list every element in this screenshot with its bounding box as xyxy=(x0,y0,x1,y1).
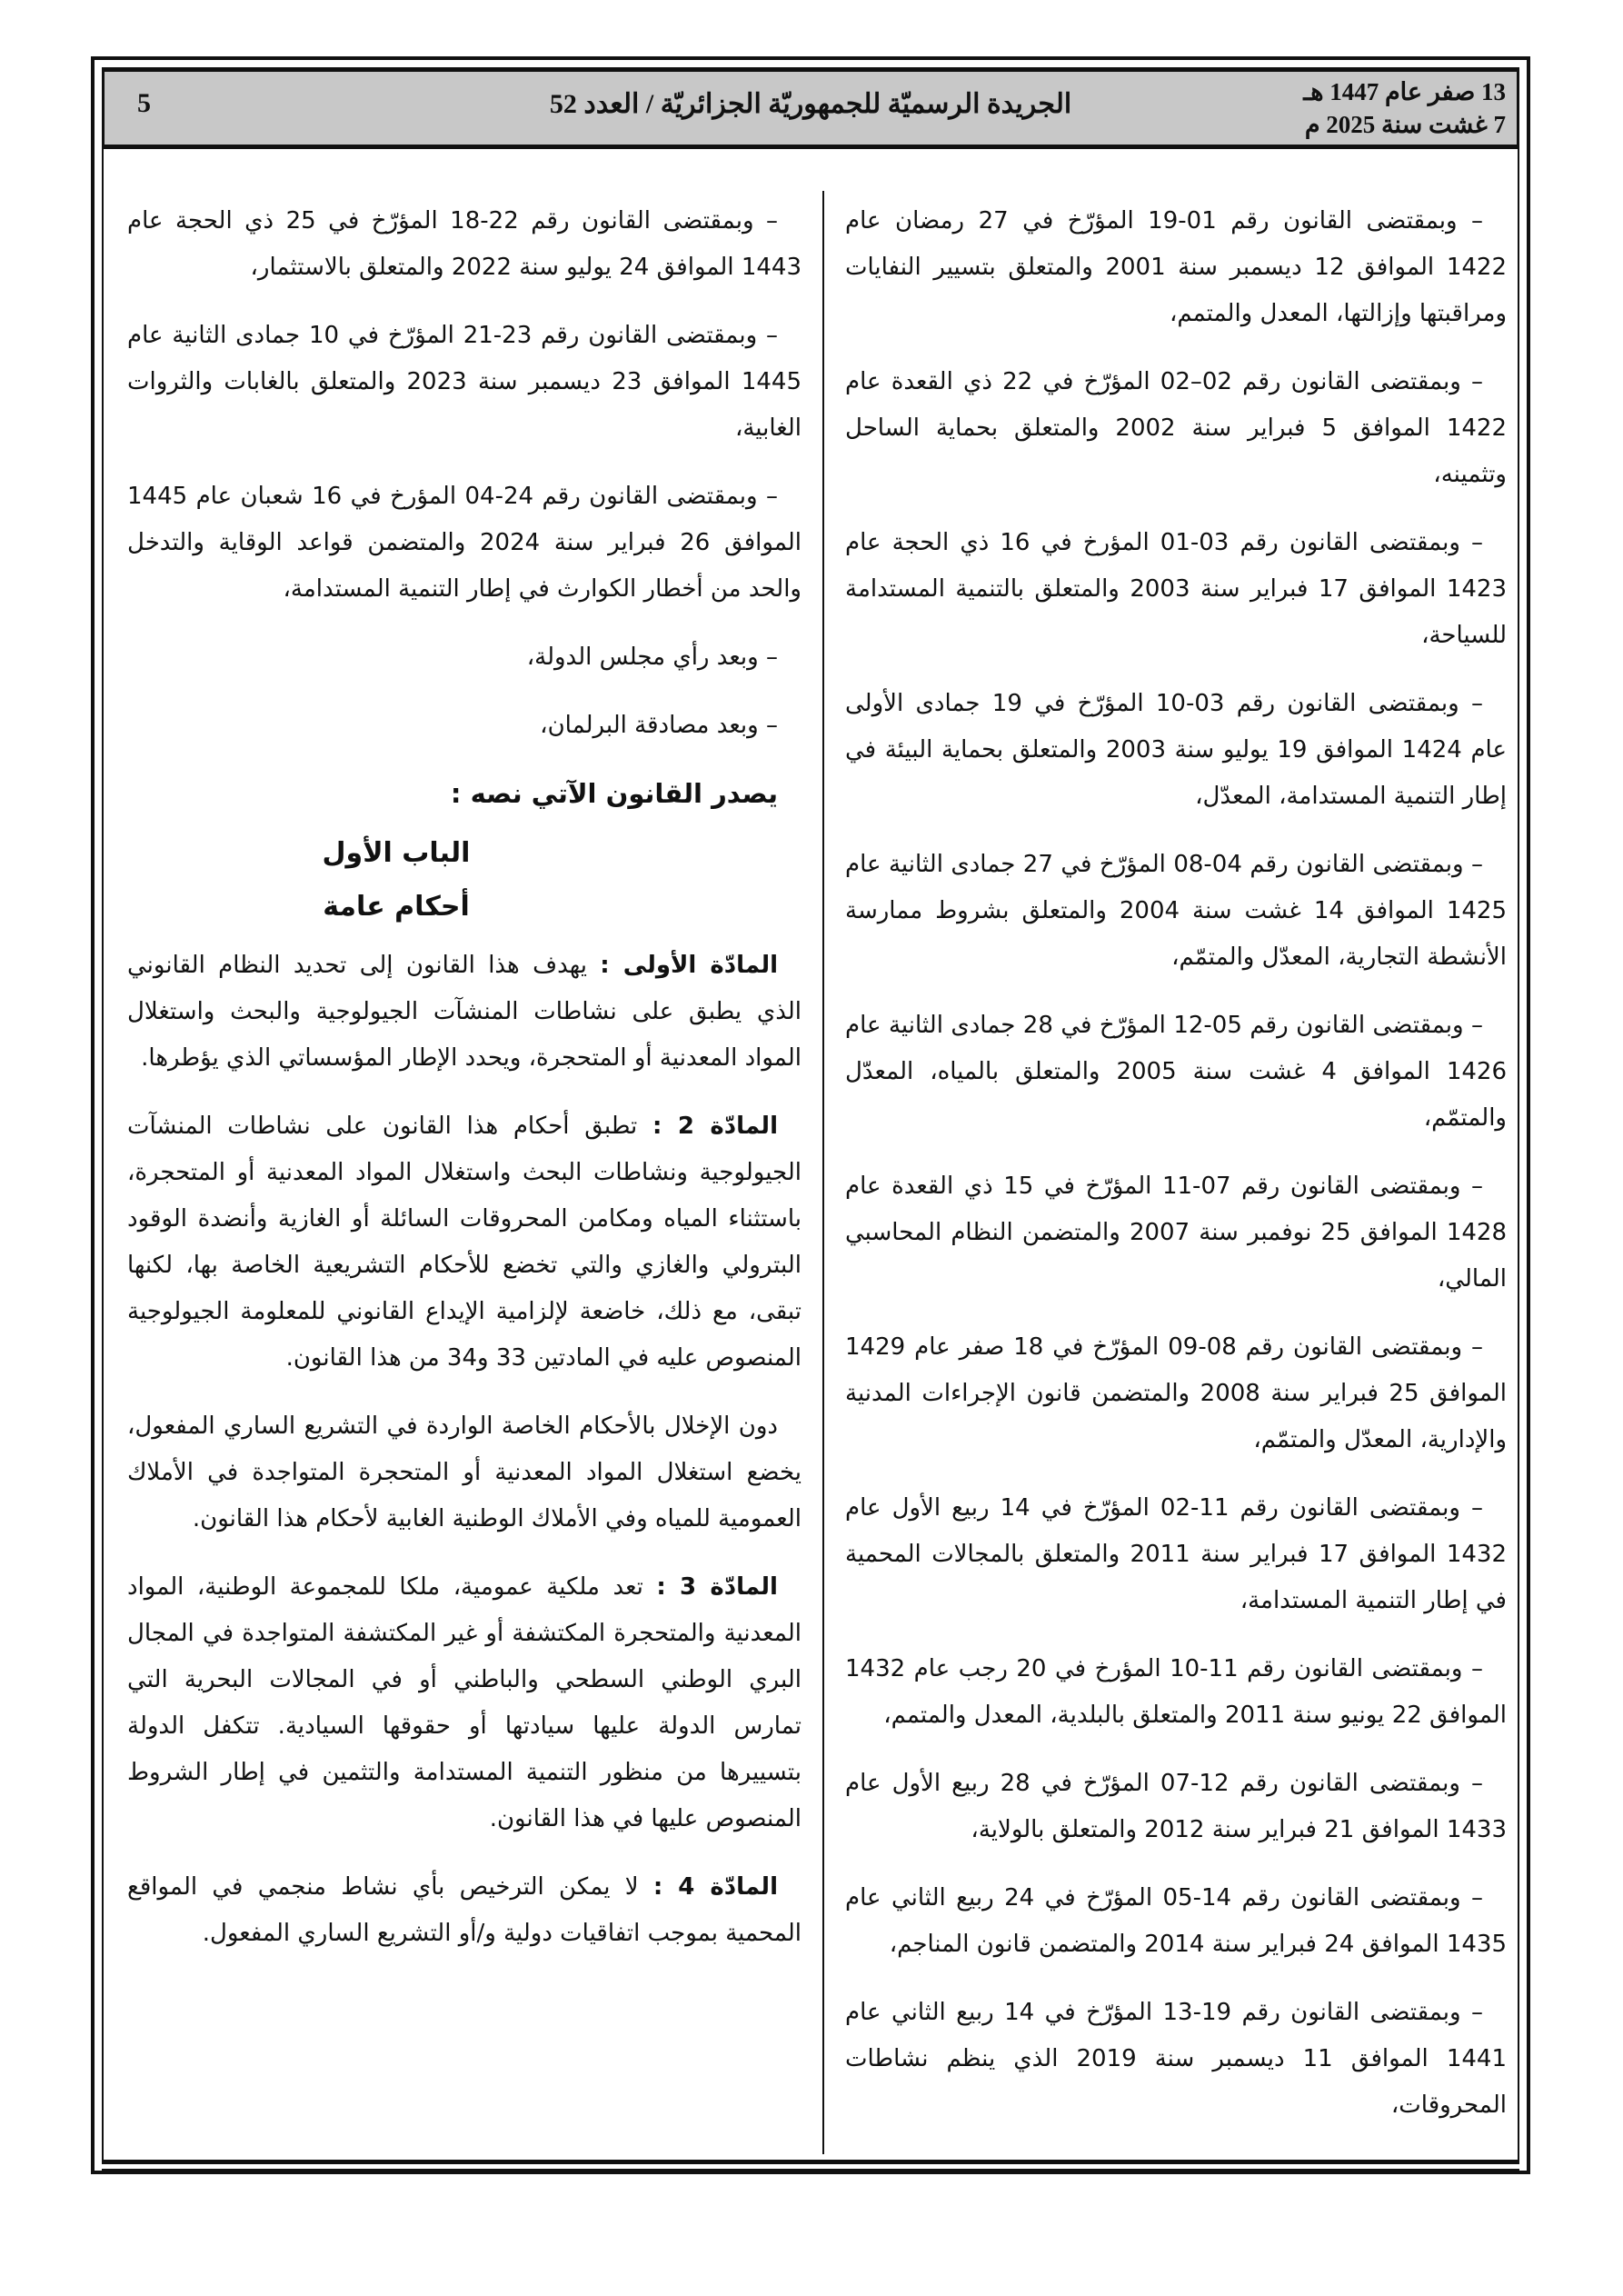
recital-paragraph: – وبمقتضى القانون رقم 04-08 المؤرّخ في 27 جمادى الثانية عام 1425 الموافق 14 غشت سنة 2004 والمتعلق بشروط ممارسة الأنشطة التجارية، المعدّل والمتمّم، xyxy=(845,851,1507,971)
gregorian-date: 7 غشت سنة 2025 م xyxy=(1304,111,1506,138)
article-1 xyxy=(127,943,802,1082)
gazette-title: الجريدة الرسميّة للجمهوريّة الجزائريّة / العدد 52 xyxy=(549,89,1072,119)
article-label: المادّة الأولى : xyxy=(600,952,778,979)
article-2-paragraph xyxy=(127,1403,802,1542)
recital-paragraph: – وبمقتضى القانون رقم 23-21 المؤرّخ في 10 جمادى الثانية عام 1445 الموافق 23 ديسمبر سنة 2023 والمتعلق بالغابات والثروات الغابية، xyxy=(127,322,802,442)
recital-paragraph: – وبمقتضى القانون رقم 14-05 المؤرّخ في 24 ربيع الثاني عام 1435 الموافق 24 فبراير سنة 2014 والمتضمن قانون المناجم، xyxy=(845,1884,1507,1958)
recital-paragraph: – وبمقتضى القانون رقم 22-18 المؤرّخ في 25 ذي الحجة عام 1443 الموافق 24 يوليو سنة 2022 والمتعلق بالاستثمار، xyxy=(127,207,802,281)
right-column xyxy=(845,198,1507,2151)
article-text: يهدف هذا القانون إلى تحديد النظام القانوني الذي يطبق على نشاطات المنشآت الجيولوجية والبحث واستغلال المواد المعدنية أو المتحجرة، ويحدد الإطار المؤسساتي الذي يؤطرها. xyxy=(127,952,802,1072)
page-number: 5 xyxy=(137,88,151,118)
article-label: المادّة 3 : xyxy=(656,1573,778,1601)
article-text: دون الإخلال بالأحكام الخاصة الواردة في التشريع الساري المفعول، يخضع استغلال المواد المعدنية أو المتحجرة المتواجدة في الأملاك العمومية للمياه وفي الأملاك الوطنية الغابية لأحكام هذا القانون. xyxy=(127,1413,802,1532)
recital-paragraph: – وبمقتضى القانون رقم 03-01 المؤرخ في 16 ذي الحجة عام 1423 الموافق 17 فبراير سنة 2003 والمتعلق بالتنمية المستدامة للسياحة، xyxy=(845,529,1507,649)
recital-paragraph: – وبمقتضى القانون رقم 08-09 المؤرّخ في 18 صفر عام 1429 الموافق 25 فبراير سنة 2008 والمتضمن قانون الإجراءات المدنية والإدارية، المعدّل والمتمّم، xyxy=(845,1333,1507,1453)
bottom-rule xyxy=(102,2169,1519,2173)
article-3 xyxy=(127,1564,802,1842)
recital-paragraph: – وبمقتضى القانون رقم 05-12 المؤرّخ في 28 جمادى الثانية عام 1426 الموافق 4 غشت سنة 2005 والمتعلق بالمياه، المعدّل والمتمّم، xyxy=(845,1012,1507,1132)
gazette-header xyxy=(102,69,1519,149)
column-separator xyxy=(822,191,824,2154)
article-4 xyxy=(127,1864,802,1957)
recital-paragraph: – وبمقتضى القانون رقم 12-07 المؤرّخ في 28 ربيع الأول عام 1433 الموافق 21 فبراير سنة 2012 والمتعلق بالولاية، xyxy=(845,1770,1507,1843)
left-column xyxy=(127,198,802,1979)
recital-paragraph: – وبمقتضى القانون رقم 03-10 المؤرّخ في 19 جمادى الأولى عام 1424 الموافق 19 يوليو سنة 2003 والمتعلق بحماية البيئة في إطار التنمية المستدامة، المعدّل، xyxy=(845,690,1507,810)
article-text: تعد ملكية عمومية، ملكا للمجموعة الوطنية، المواد المعدنية والمتحجرة المكتشفة أو غير المكتشفة المتواجدة في المجال البري الوطني السطحي والباطني أو في المجالات البحرية التي تمارس الدولة عليها سيادتها أو حقوقها السيادية. تتكفل الدولة بتسييرها من منظور التنمية المستدامة والتثمين في إطار الشروط المنصوص عليها في هذا القانون. xyxy=(127,1573,802,1832)
decree-statement: يصدر القانون الآتي نصه : xyxy=(450,778,778,809)
recital-paragraph: – وبمقتضى القانون رقم 07-11 المؤرّخ في 15 ذي القعدة عام 1428 الموافق 25 نوفمبر سنة 2007 والمتضمن النظام المحاسبي المالي، xyxy=(845,1173,1507,1293)
recital-paragraph: – وبمقتضى القانون رقم 11-02 المؤرّخ في 14 ربيع الأول عام 1432 الموافق 17 فبراير سنة 2011 والمتعلق بالمجالات المحمية في إطار التنمية المستدامة، xyxy=(845,1494,1507,1614)
recital-paragraph: – وبمقتضى القانون رقم 02–02 المؤرّخ في 22 ذي القعدة عام 1422 الموافق 5 فبراير سنة 2002 والمتعلق بحماية الساحل وتثمينه، xyxy=(845,368,1507,488)
recital-paragraph: – وبمقتضى القانون رقم 01-19 المؤرّخ في 27 رمضان عام 1422 الموافق 12 ديسمبر سنة 2001 والمتعلق بتسيير النفايات ومراقبتها وإزالتها، المعدل والمتمم، xyxy=(845,207,1507,327)
article-label: المادّة 4 : xyxy=(652,1873,778,1901)
recital-paragraph: – وبمقتضى القانون رقم 24-04 المؤرخ في 16 شعبان عام 1445 الموافق 26 فبراير سنة 2024 والمتضمن قواعد الوقاية والتدخل والحد من أخطار الكوارث في إطار التنمية المستدامة، xyxy=(127,483,802,603)
article-label: المادّة 2 : xyxy=(652,1113,778,1140)
recital-paragraph: – وبعد رأي مجلس الدولة، xyxy=(526,644,778,671)
chapter-heading: الباب الأول xyxy=(322,837,471,869)
article-text: تطبق أحكام هذا القانون على نشاطات المنشآت الجيولوجية ونشاطات البحث واستغلال المواد المعدنية أو المتحجرة، باستثناء المياه ومكامن المحروقات السائلة أو الغازية وأنضدة الوقود البترولي والغازي والتي تخضع للأحكام التشريعية الخاصة بها، لكنها تبقى، مع ذلك، خاضعة لإلزامية الإيداع القانوني للمعلومة الجيولوجية المنصوص عليه في المادتين 33 و34 من هذا القانون. xyxy=(127,1113,802,1372)
article-2 xyxy=(127,1103,802,1382)
article-text: لا يمكن الترخيص بأي نشاط منجمي في المواقع المحمية بموجب اتفاقيات دولية و/أو التشريع الساري المفعول. xyxy=(127,1873,802,1947)
recital-paragraph: – وبمقتضى القانون رقم 19-13 المؤرّخ في 14 ربيع الثاني عام 1441 الموافق 11 ديسمبر سنة 2019 الذي ينظم نشاطات المحروقات، xyxy=(845,1999,1507,2119)
recital-paragraph: – وبمقتضى القانون رقم 11-10 المؤرخ في 20 رجب عام 1432 الموافق 22 يونيو سنة 2011 والمتعلق بالبلدية، المعدل والمتمم، xyxy=(845,1655,1507,1729)
bottom-rule xyxy=(102,2160,1519,2164)
recital-paragraph: – وبعد مصادقة البرلمان، xyxy=(540,712,778,739)
chapter-title: أحكام عامة xyxy=(323,891,470,923)
hijri-date: 13 صفر عام 1447 هـ xyxy=(1303,78,1506,105)
